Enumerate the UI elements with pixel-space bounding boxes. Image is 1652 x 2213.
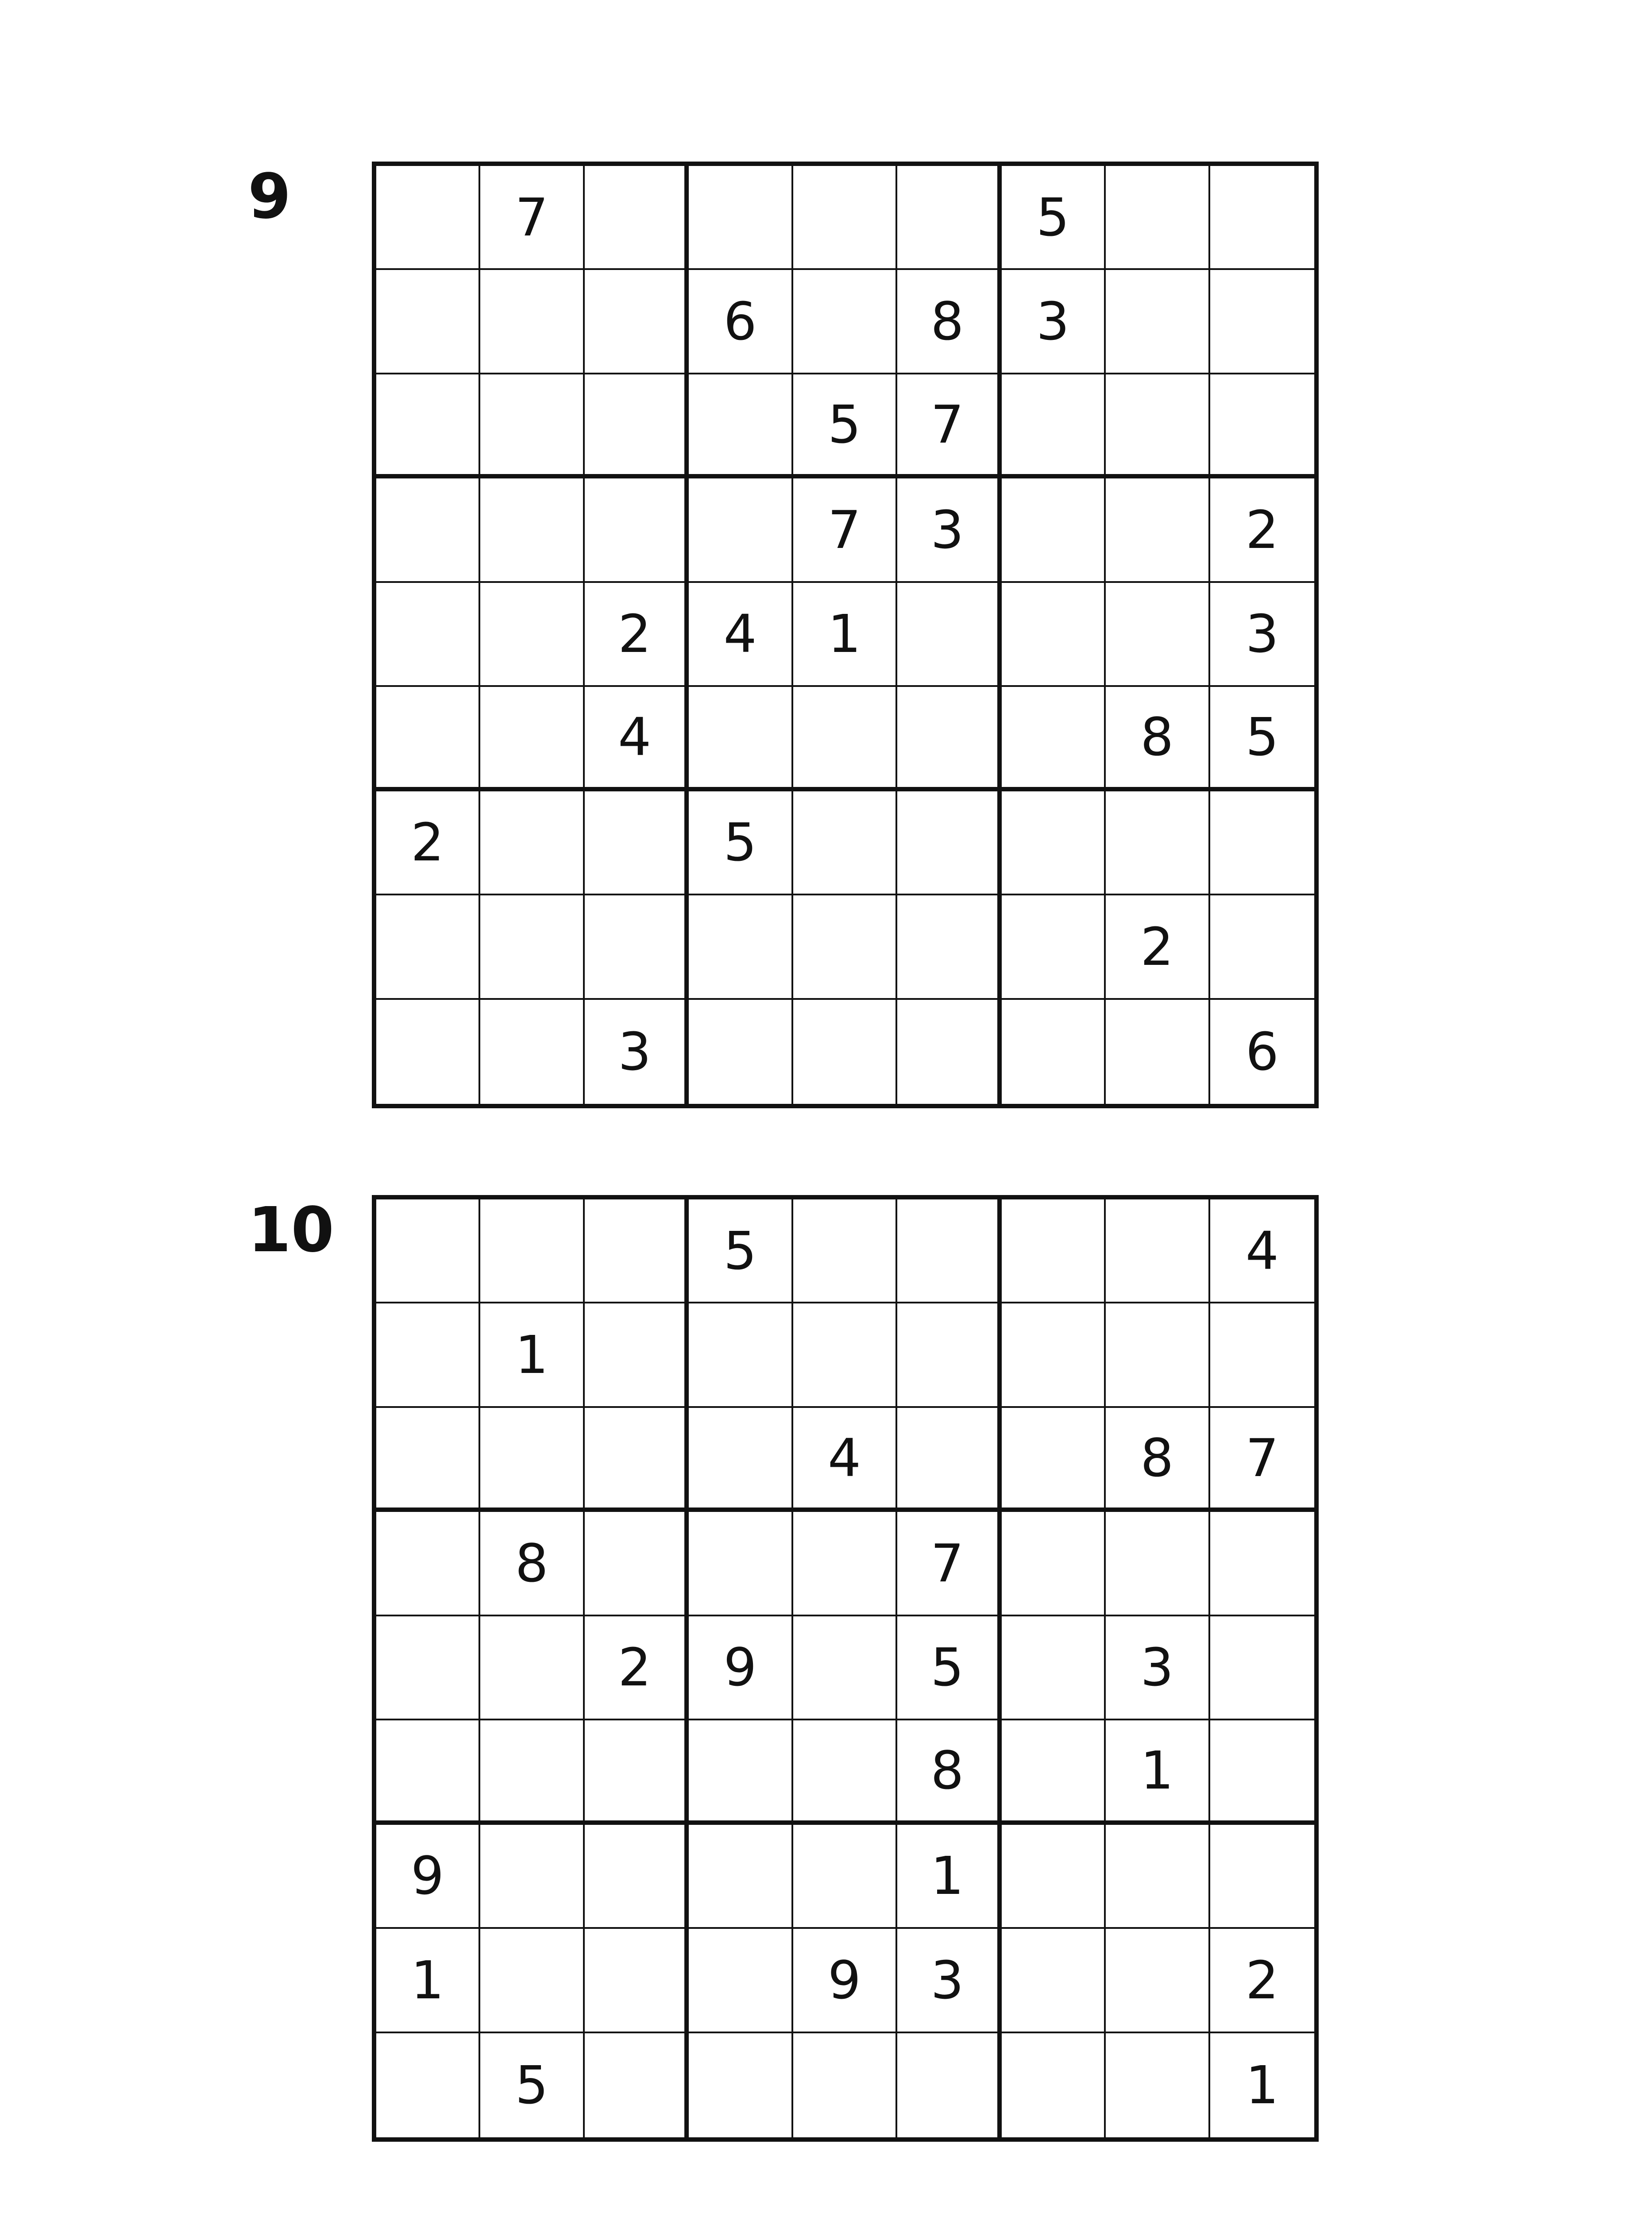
sudoku-cell[interactable] bbox=[689, 1408, 793, 1512]
sudoku-cell[interactable]: 3 bbox=[1002, 270, 1106, 374]
sudoku-cell[interactable] bbox=[376, 166, 480, 270]
sudoku-cell[interactable]: 7 bbox=[480, 166, 584, 270]
sudoku-cell[interactable] bbox=[1106, 374, 1210, 478]
sudoku-board bbox=[372, 162, 1319, 1108]
sudoku-cell[interactable]: 3 bbox=[897, 478, 1001, 582]
sudoku-cell[interactable] bbox=[585, 2033, 689, 2137]
sudoku-cell[interactable] bbox=[1002, 1000, 1106, 1104]
sudoku-cell[interactable] bbox=[1002, 1825, 1106, 1929]
sudoku-cell[interactable] bbox=[689, 1825, 793, 1929]
sudoku-cell[interactable] bbox=[897, 1000, 1001, 1104]
sudoku-cell[interactable]: 4 bbox=[585, 687, 689, 791]
sudoku-cell[interactable]: 8 bbox=[480, 1512, 584, 1616]
sudoku-cell[interactable] bbox=[1210, 1303, 1314, 1407]
sudoku-cell[interactable] bbox=[793, 1000, 897, 1104]
sudoku-cell[interactable] bbox=[793, 1512, 897, 1616]
sudoku-cell[interactable] bbox=[1002, 374, 1106, 478]
sudoku-cell[interactable]: 8 bbox=[1106, 1408, 1210, 1512]
sudoku-cell[interactable] bbox=[793, 1616, 897, 1720]
sudoku-cell[interactable] bbox=[1002, 1720, 1106, 1824]
sudoku-cell[interactable] bbox=[897, 895, 1001, 999]
sudoku-cell[interactable] bbox=[689, 1929, 793, 2033]
sudoku-cell[interactable] bbox=[480, 895, 584, 999]
sudoku-cell[interactable] bbox=[376, 1512, 480, 1616]
sudoku-cell[interactable] bbox=[793, 791, 897, 895]
sudoku-cell[interactable]: 2 bbox=[1210, 478, 1314, 582]
sudoku-cell[interactable] bbox=[585, 895, 689, 999]
sudoku-cell[interactable] bbox=[689, 1512, 793, 1616]
sudoku-cell[interactable] bbox=[480, 1825, 584, 1929]
sudoku-cell[interactable]: 8 bbox=[897, 270, 1001, 374]
sudoku-cell[interactable]: 1 bbox=[376, 1929, 480, 2033]
sudoku-cell[interactable]: 7 bbox=[793, 478, 897, 582]
sudoku-cell[interactable] bbox=[480, 583, 584, 687]
sudoku-cell[interactable] bbox=[585, 1199, 689, 1303]
sudoku-cell[interactable]: 1 bbox=[793, 583, 897, 687]
sudoku-cell[interactable] bbox=[1106, 166, 1210, 270]
sudoku-cell[interactable] bbox=[585, 374, 689, 478]
sudoku-cell[interactable]: 2 bbox=[585, 583, 689, 687]
sudoku-cell[interactable] bbox=[897, 1199, 1001, 1303]
sudoku-cell[interactable] bbox=[1210, 791, 1314, 895]
sudoku-cell[interactable] bbox=[480, 791, 584, 895]
sudoku-cell[interactable] bbox=[376, 374, 480, 478]
sudoku-cell[interactable] bbox=[1210, 1825, 1314, 1929]
sudoku-board bbox=[372, 1195, 1319, 2142]
sudoku-cell[interactable] bbox=[480, 1000, 584, 1104]
sudoku-cell[interactable] bbox=[480, 1199, 584, 1303]
sudoku-cell[interactable] bbox=[1002, 2033, 1106, 2137]
sudoku-cell[interactable] bbox=[376, 687, 480, 791]
sudoku-cell[interactable] bbox=[1210, 1512, 1314, 1616]
sudoku-cell[interactable] bbox=[1210, 270, 1314, 374]
sudoku-cell[interactable]: 7 bbox=[897, 1512, 1001, 1616]
sudoku-cell[interactable] bbox=[1002, 1929, 1106, 2033]
sudoku-cell[interactable]: 5 bbox=[1002, 166, 1106, 270]
sudoku-cell[interactable] bbox=[1106, 791, 1210, 895]
sudoku-cell[interactable]: 3 bbox=[585, 1000, 689, 1104]
sudoku-cell[interactable] bbox=[376, 478, 480, 582]
sudoku-cell[interactable]: 3 bbox=[1210, 583, 1314, 687]
sudoku-cell[interactable] bbox=[1106, 1303, 1210, 1407]
sudoku-cell[interactable] bbox=[376, 895, 480, 999]
sudoku-cell[interactable] bbox=[689, 895, 793, 999]
sudoku-cell[interactable] bbox=[376, 1408, 480, 1512]
sudoku-cell[interactable] bbox=[1210, 1720, 1314, 1824]
sudoku-cell[interactable] bbox=[376, 2033, 480, 2137]
sudoku-cell[interactable] bbox=[480, 478, 584, 582]
sudoku-cell[interactable] bbox=[1002, 895, 1106, 999]
sudoku-cell[interactable] bbox=[689, 2033, 793, 2137]
sudoku-cell[interactable]: 5 bbox=[480, 2033, 584, 2137]
sudoku-cell[interactable] bbox=[1106, 478, 1210, 582]
sudoku-cell[interactable] bbox=[1002, 1512, 1106, 1616]
sudoku-cell[interactable] bbox=[689, 166, 793, 270]
sudoku-cell[interactable] bbox=[897, 791, 1001, 895]
sudoku-cell[interactable] bbox=[1106, 1929, 1210, 2033]
sudoku-cell[interactable] bbox=[793, 1825, 897, 1929]
sudoku-cell[interactable] bbox=[897, 687, 1001, 791]
sudoku-cell[interactable] bbox=[480, 1720, 584, 1824]
sudoku-cell[interactable] bbox=[897, 1408, 1001, 1512]
sudoku-cell[interactable] bbox=[585, 791, 689, 895]
sudoku-cell[interactable]: 8 bbox=[897, 1720, 1001, 1824]
sudoku-cell[interactable] bbox=[376, 270, 480, 374]
sudoku-cell[interactable] bbox=[480, 1616, 584, 1720]
sudoku-cell[interactable] bbox=[480, 374, 584, 478]
sudoku-cell[interactable] bbox=[793, 270, 897, 374]
puzzle-number: 9 bbox=[248, 161, 291, 233]
sudoku-cell[interactable]: 9 bbox=[689, 1616, 793, 1720]
sudoku-cell[interactable]: 5 bbox=[689, 791, 793, 895]
sudoku-cell[interactable]: 7 bbox=[1210, 1408, 1314, 1512]
sudoku-cell[interactable] bbox=[1106, 583, 1210, 687]
sudoku-cell[interactable]: 5 bbox=[689, 1199, 793, 1303]
sudoku-cell[interactable] bbox=[1210, 374, 1314, 478]
sudoku-cell[interactable] bbox=[1002, 791, 1106, 895]
sudoku-cell[interactable] bbox=[585, 166, 689, 270]
sudoku-cell[interactable] bbox=[689, 1303, 793, 1407]
sudoku-cell[interactable] bbox=[1210, 895, 1314, 999]
sudoku-cell[interactable]: 1 bbox=[897, 1825, 1001, 1929]
sudoku-cell[interactable] bbox=[1106, 270, 1210, 374]
sudoku-cell[interactable] bbox=[585, 1825, 689, 1929]
sudoku-cell[interactable] bbox=[897, 583, 1001, 687]
sudoku-cell[interactable]: 6 bbox=[689, 270, 793, 374]
sudoku-cell[interactable] bbox=[1106, 2033, 1210, 2137]
sudoku-cell[interactable] bbox=[689, 1000, 793, 1104]
sudoku-cell[interactable]: 1 bbox=[1245, 2055, 1279, 2116]
sudoku-cell[interactable] bbox=[689, 1720, 793, 1824]
sudoku-cell[interactable] bbox=[585, 1720, 689, 1824]
sudoku-cell[interactable]: 9 bbox=[793, 1929, 897, 2033]
sudoku-cell[interactable] bbox=[480, 687, 584, 791]
sudoku-cell[interactable]: 2 bbox=[1210, 1929, 1314, 2033]
sudoku-cell[interactable] bbox=[1106, 1000, 1210, 1104]
sudoku-puzzle-9 bbox=[248, 162, 1638, 1113]
sudoku-cell[interactable]: 2 bbox=[376, 791, 480, 895]
sudoku-cell[interactable] bbox=[793, 2033, 897, 2137]
sudoku-cell[interactable] bbox=[793, 1303, 897, 1407]
sudoku-cell[interactable] bbox=[897, 1303, 1001, 1407]
sudoku-cell[interactable]: 7 bbox=[897, 374, 1001, 478]
sudoku-cell[interactable] bbox=[376, 1000, 480, 1104]
sudoku-cell[interactable] bbox=[585, 1512, 689, 1616]
sudoku-cell[interactable] bbox=[585, 270, 689, 374]
sudoku-cell[interactable]: 3 bbox=[897, 1929, 1001, 2033]
sudoku-cell[interactable] bbox=[793, 687, 897, 791]
sudoku-cell[interactable] bbox=[376, 1303, 480, 1407]
sudoku-cell[interactable]: 1 bbox=[1106, 1720, 1210, 1824]
puzzle-number: 10 bbox=[248, 1194, 334, 1266]
sudoku-cell[interactable] bbox=[1002, 1408, 1106, 1512]
sudoku-cell[interactable] bbox=[585, 1408, 689, 1512]
sudoku-cell[interactable] bbox=[1210, 166, 1314, 270]
sudoku-cell[interactable] bbox=[376, 1720, 480, 1824]
sudoku-cell[interactable] bbox=[480, 270, 584, 374]
sudoku-cell[interactable]: 5 bbox=[793, 374, 897, 478]
sudoku-cell[interactable]: 6 bbox=[1245, 1021, 1279, 1083]
sudoku-cell[interactable]: 3 bbox=[1106, 1616, 1210, 1720]
sudoku-cell[interactable] bbox=[585, 478, 689, 582]
sudoku-cell[interactable] bbox=[1002, 583, 1106, 687]
sudoku-cell[interactable]: 5 bbox=[897, 1616, 1001, 1720]
sudoku-cell[interactable] bbox=[1002, 687, 1106, 791]
sudoku-cell[interactable] bbox=[376, 1616, 480, 1720]
sudoku-cell[interactable] bbox=[897, 2033, 1001, 2137]
sudoku-cell[interactable]: 4 bbox=[1210, 1199, 1314, 1303]
sudoku-cell[interactable] bbox=[793, 1199, 897, 1303]
sudoku-cell[interactable]: 8 bbox=[1106, 687, 1210, 791]
sudoku-cell[interactable] bbox=[480, 1929, 584, 2033]
sudoku-cell[interactable]: 1 bbox=[480, 1303, 584, 1407]
sudoku-cell[interactable] bbox=[793, 895, 897, 999]
sudoku-cell[interactable] bbox=[376, 1199, 480, 1303]
sudoku-cell[interactable] bbox=[376, 583, 480, 687]
sudoku-cell[interactable] bbox=[689, 374, 793, 478]
sudoku-cell[interactable]: 4 bbox=[689, 583, 793, 687]
sudoku-cell[interactable]: 4 bbox=[793, 1408, 897, 1512]
sudoku-cell[interactable] bbox=[689, 478, 793, 582]
sudoku-cell[interactable] bbox=[1002, 1616, 1106, 1720]
sudoku-cell[interactable] bbox=[1002, 1303, 1106, 1407]
sudoku-cell[interactable] bbox=[480, 1408, 584, 1512]
sudoku-cell[interactable] bbox=[1106, 1512, 1210, 1616]
sudoku-cell[interactable] bbox=[1002, 478, 1106, 582]
sudoku-cell[interactable]: 2 bbox=[1106, 895, 1210, 999]
sudoku-cell[interactable] bbox=[689, 687, 793, 791]
sudoku-cell[interactable] bbox=[1106, 1825, 1210, 1929]
sudoku-cell[interactable]: 5 bbox=[1210, 687, 1314, 791]
sudoku-cell[interactable] bbox=[1002, 1199, 1106, 1303]
sudoku-cell[interactable] bbox=[1106, 1199, 1210, 1303]
sudoku-cell[interactable]: 9 bbox=[376, 1825, 480, 1929]
sudoku-cell[interactable] bbox=[585, 1303, 689, 1407]
sudoku-cell[interactable] bbox=[793, 1720, 897, 1824]
sudoku-cell[interactable] bbox=[897, 166, 1001, 270]
sudoku-cell[interactable] bbox=[585, 1929, 689, 2033]
sudoku-cell[interactable] bbox=[1210, 1616, 1314, 1720]
sudoku-puzzle-10 bbox=[248, 1195, 1638, 2147]
sudoku-cell[interactable]: 2 bbox=[585, 1616, 689, 1720]
sudoku-cell[interactable] bbox=[793, 166, 897, 270]
